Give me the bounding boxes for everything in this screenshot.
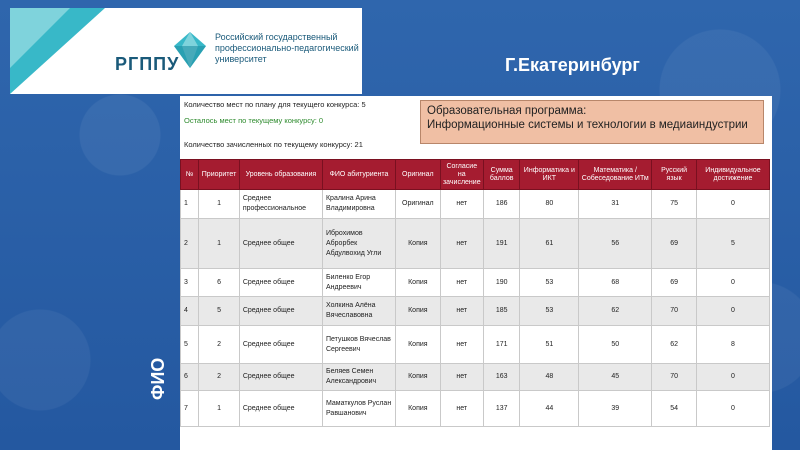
table-cell: Копия bbox=[396, 364, 441, 391]
table-cell: Среднее общее bbox=[239, 391, 322, 427]
column-header: Оригинал bbox=[396, 160, 441, 190]
table-row bbox=[181, 326, 770, 364]
table-cell: 0 bbox=[696, 364, 769, 391]
table-cell: 191 bbox=[483, 219, 520, 269]
table-cell: 7 bbox=[181, 391, 199, 427]
column-header: Математика / Собеседование ИТм bbox=[579, 160, 652, 190]
table-cell: Копия bbox=[396, 391, 441, 427]
table-cell: нет bbox=[440, 190, 483, 219]
table-cell: Копия bbox=[396, 297, 441, 326]
table-cell: 5 bbox=[181, 326, 199, 364]
table-row bbox=[181, 297, 770, 326]
table-row bbox=[181, 269, 770, 297]
table-cell: 1 bbox=[199, 219, 240, 269]
table-cell: Петушков Вячеслав Сергеевич bbox=[322, 326, 395, 364]
table-cell: 185 bbox=[483, 297, 520, 326]
table-cell: 0 bbox=[696, 190, 769, 219]
table-cell: 70 bbox=[652, 364, 697, 391]
table-cell: 51 bbox=[520, 326, 579, 364]
table-cell: 2 bbox=[181, 219, 199, 269]
table-cell: 5 bbox=[696, 219, 769, 269]
column-header: Русский язык bbox=[652, 160, 697, 190]
vertical-label: ФИО bbox=[148, 357, 168, 400]
table-cell: 75 bbox=[652, 190, 697, 219]
table-cell: 2 bbox=[199, 326, 240, 364]
stat-plan: Количество мест по плану для текущего конкурса: 5 bbox=[184, 100, 366, 109]
table-cell: 3 bbox=[181, 269, 199, 297]
table-cell: 5 bbox=[199, 297, 240, 326]
table-cell: Холкина Алёна Вячеславовна bbox=[322, 297, 395, 326]
table-cell: Среднее общее bbox=[239, 219, 322, 269]
table-row bbox=[181, 364, 770, 391]
table-cell: 62 bbox=[579, 297, 652, 326]
table-cell: 2 bbox=[199, 364, 240, 391]
table-cell: 171 bbox=[483, 326, 520, 364]
table-cell: 53 bbox=[520, 297, 579, 326]
table-cell: Среднее общее bbox=[239, 297, 322, 326]
table-cell: Среднее общее bbox=[239, 326, 322, 364]
table-cell: Копия bbox=[396, 326, 441, 364]
table-body bbox=[181, 190, 770, 427]
stat-enrolled: Количество зачисленных по текущему конкурсу: 21 bbox=[184, 140, 363, 149]
table-header-row bbox=[181, 160, 770, 190]
table-cell: Среднее общее bbox=[239, 269, 322, 297]
table-cell: 1 bbox=[199, 190, 240, 219]
table-row bbox=[181, 391, 770, 427]
logo-decor-fold-light bbox=[10, 8, 70, 68]
table-cell: 6 bbox=[181, 364, 199, 391]
column-header: Уровень образования bbox=[239, 160, 322, 190]
table-cell: 56 bbox=[579, 219, 652, 269]
column-header: Информатика и ИКТ bbox=[520, 160, 579, 190]
table-cell: Копия bbox=[396, 219, 441, 269]
table-cell: нет bbox=[440, 364, 483, 391]
city-title: Г.Екатеринбург bbox=[505, 55, 640, 75]
stat-remaining: Осталось мест по текущему конкурсу: 0 bbox=[184, 116, 324, 125]
column-header: Приоритет bbox=[199, 160, 240, 190]
table-cell: 137 bbox=[483, 391, 520, 427]
table-cell: 69 bbox=[652, 269, 697, 297]
table-cell: 31 bbox=[579, 190, 652, 219]
table-cell: нет bbox=[440, 391, 483, 427]
table-cell: 61 bbox=[520, 219, 579, 269]
table-cell: 50 bbox=[579, 326, 652, 364]
table-cell: Оригинал bbox=[396, 190, 441, 219]
results-table bbox=[180, 159, 770, 427]
table-cell: 1 bbox=[199, 391, 240, 427]
column-header: Индивидуальное достижение bbox=[696, 160, 769, 190]
table-cell: Биленко Егор Андреевич bbox=[322, 269, 395, 297]
logo-abbreviation: РГППУ bbox=[115, 54, 180, 74]
program-box bbox=[420, 100, 764, 144]
table-cell: 54 bbox=[652, 391, 697, 427]
table-cell: Маматкулов Руслан Равшанович bbox=[322, 391, 395, 427]
table-cell: 190 bbox=[483, 269, 520, 297]
table-cell: 70 bbox=[652, 297, 697, 326]
table-cell: Иброхимов Аброрбек Абдулвохид Угли bbox=[322, 219, 395, 269]
results-panel bbox=[180, 96, 772, 450]
table-cell: 39 bbox=[579, 391, 652, 427]
table-cell: нет bbox=[440, 219, 483, 269]
table-cell: 0 bbox=[696, 269, 769, 297]
university-logo-card bbox=[10, 8, 362, 94]
table-row bbox=[181, 190, 770, 219]
table-cell: нет bbox=[440, 269, 483, 297]
program-name: Информационные системы и технологии в медиаиндустрии bbox=[427, 119, 748, 131]
logo-university-name: Российский государственный профессионально-педагогический университет bbox=[215, 32, 359, 64]
table-cell: нет bbox=[440, 326, 483, 364]
table-cell: 6 bbox=[199, 269, 240, 297]
table-cell: 80 bbox=[520, 190, 579, 219]
table-cell: Кралина Арина Владимировна bbox=[322, 190, 395, 219]
table-cell: 0 bbox=[696, 297, 769, 326]
table-cell: 53 bbox=[520, 269, 579, 297]
table-cell: 69 bbox=[652, 219, 697, 269]
table-cell: Среднее профессиональное bbox=[239, 190, 322, 219]
table-cell: 68 bbox=[579, 269, 652, 297]
column-header: Согласие на зачисление bbox=[440, 160, 483, 190]
table-cell: 4 bbox=[181, 297, 199, 326]
table-cell: Среднее общее bbox=[239, 364, 322, 391]
table-cell: 163 bbox=[483, 364, 520, 391]
table-cell: 48 bbox=[520, 364, 579, 391]
table-cell: нет bbox=[440, 297, 483, 326]
table-row bbox=[181, 219, 770, 269]
column-header: № bbox=[181, 160, 199, 190]
table-cell: 1 bbox=[181, 190, 199, 219]
table-cell: 8 bbox=[696, 326, 769, 364]
table-cell: 0 bbox=[696, 391, 769, 427]
program-label: Образовательная программа: bbox=[427, 105, 587, 117]
table-cell: Копия bbox=[396, 269, 441, 297]
column-header: Сумма баллов bbox=[483, 160, 520, 190]
table-cell: Беляев Семен Александрович bbox=[322, 364, 395, 391]
column-header: ФИО абитуриента bbox=[322, 160, 395, 190]
table-cell: 45 bbox=[579, 364, 652, 391]
table-cell: 62 bbox=[652, 326, 697, 364]
table-cell: 186 bbox=[483, 190, 520, 219]
table-cell: 44 bbox=[520, 391, 579, 427]
